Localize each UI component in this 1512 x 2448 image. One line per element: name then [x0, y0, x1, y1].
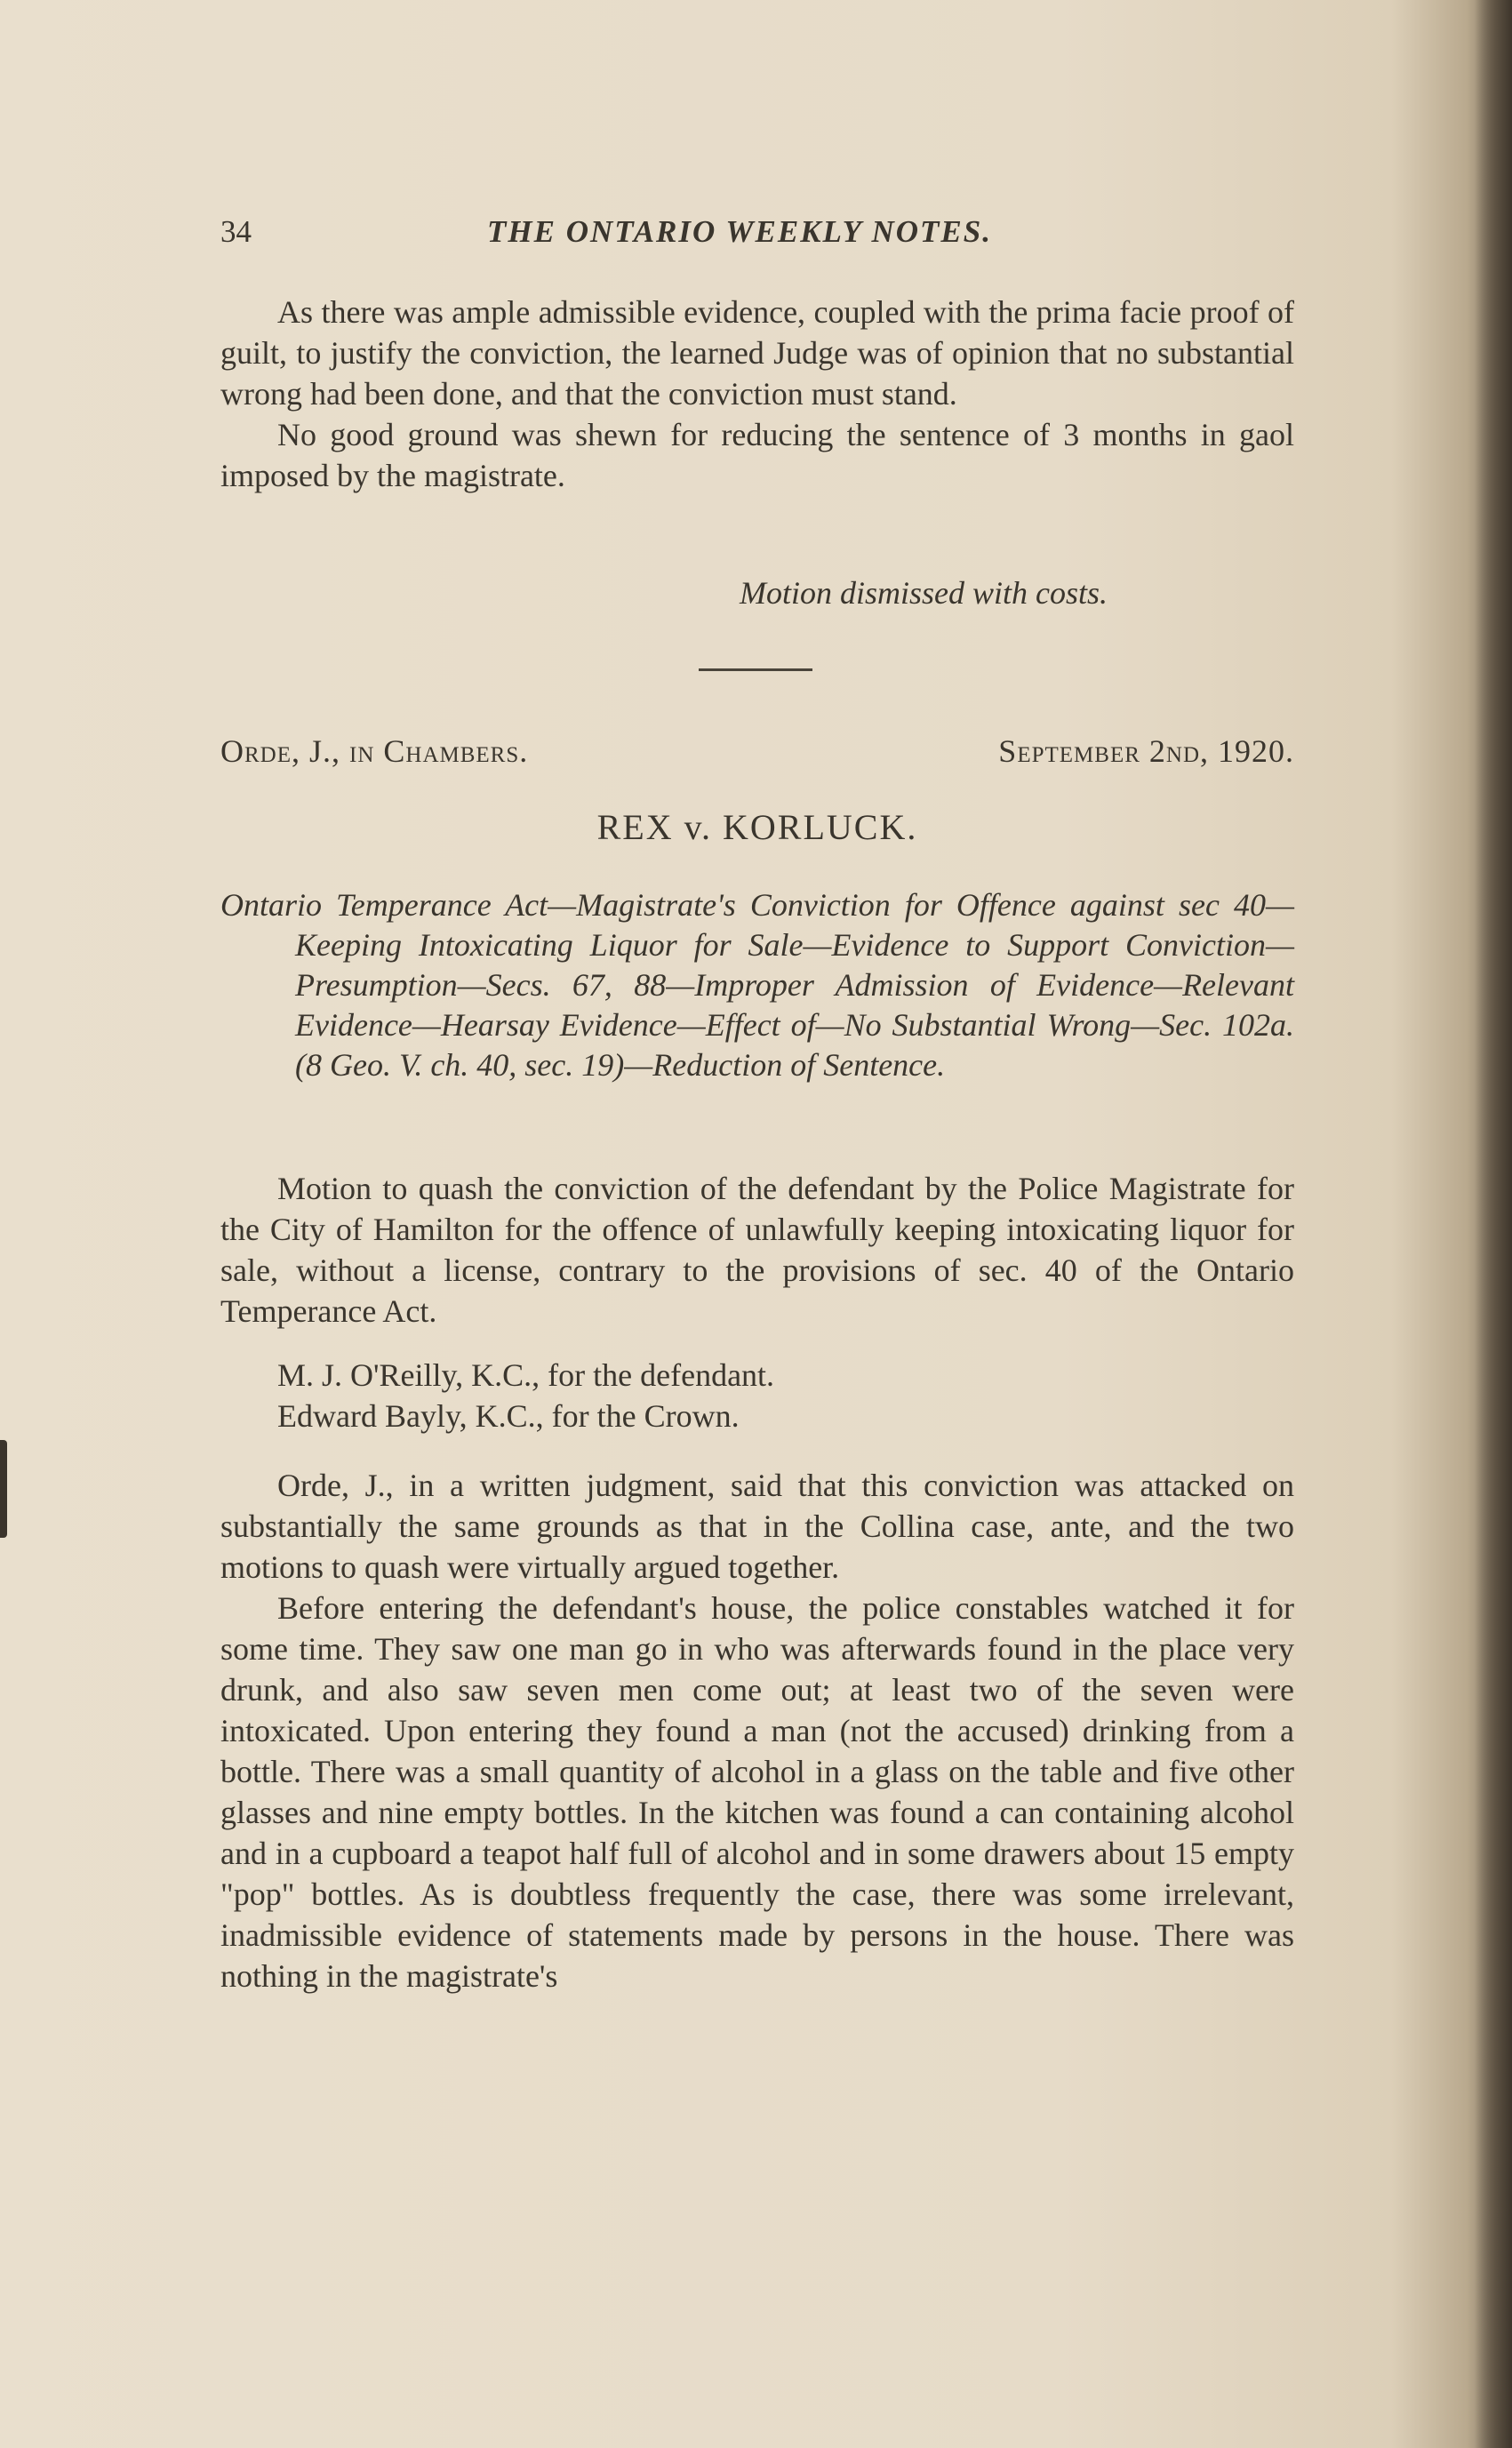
- judgment-paragraph: Before entering the defendant's house, the police constables watched it for some time. They saw one man go in who was afterwards found in the place very drunk, and also saw seven men come out; at least two of the seven were intoxicated. Upon entering they found a man (not the accused) drinking from a bottle. There was a small quantity of alcohol in a glass on the table and five other glasses and nine empty bottles. In the kitchen was found a can containing alcohol and in a cupboard a teapot half full of alcohol and in some drawers about 15 empty "pop" bottles. As is doubtless frequently the case, there was some irrelevant, inadmissible evidence of statements made by persons in the house. There was nothing in the magistrate's: [220, 1590, 1294, 1994]
- page-number: 34: [220, 214, 252, 249]
- paragraph: No good ground was shewn for reducing the sentence of 3 months in gaol imposed by the magistrate.: [220, 417, 1294, 493]
- paragraph: As there was ample admissible evidence, coupled with the prima facie proof of guilt, to justify the conviction, the learned Judge was of opinion that no substantial wrong had been done, and that the conviction must stand.: [220, 294, 1294, 412]
- running-title: THE ONTARIO WEEKLY NOTES.: [487, 214, 992, 249]
- counsel-defendant: M. J. O'Reilly, K.C., for the defendant.: [277, 1357, 775, 1393]
- counsel-crown: Edward Bayly, K.C., for the Crown.: [277, 1398, 740, 1434]
- case-title: REX v. KORLUCK.: [596, 807, 918, 847]
- motion-paragraph: Motion to quash the conviction of the defendant by the Police Magistrate for the City of Hamilton for the offence of unlawfully keeping intoxicating liquor for sale, without a license, contrary to the provisions of sec. 40 of the Ontario Temperance Act.: [220, 1171, 1294, 1329]
- page-edge-mark: [0, 1440, 7, 1538]
- running-header: [220, 210, 1294, 254]
- case-body: [220, 1168, 1294, 1996]
- disposition: Motion dismissed with costs.: [740, 575, 1108, 611]
- previous-case-text: [220, 292, 1294, 496]
- headnote: Ontario Temperance Act—Magistrate's Conviction for Offence against sec 40—Keeping Intoxicating Liquor for Sale—Evidence to Support Conviction—Presumption—Secs. 67, 88—Improper Admission of Evidence—Relevant Evidence—Hearsay Evidence—Effect of—No Substantial Wrong—Sec. 102a. (8 Geo. V. ch. 40, sec. 19)—Reduction of Sentence.: [220, 887, 1294, 1083]
- decision-date: September 2nd, 1920.: [998, 733, 1294, 769]
- page-gutter-shadow: [1475, 0, 1512, 2448]
- judgment-paragraph: Orde, J., in a written judgment, said that this conviction was attacked on substantially the same grounds as that in the Collina case, ante, and the two motions to quash were virtually argued together.: [220, 1468, 1294, 1585]
- judge-chambers: Orde, J., in Chambers.: [220, 733, 529, 769]
- court-line: [220, 729, 1294, 773]
- section-divider: [699, 668, 812, 671]
